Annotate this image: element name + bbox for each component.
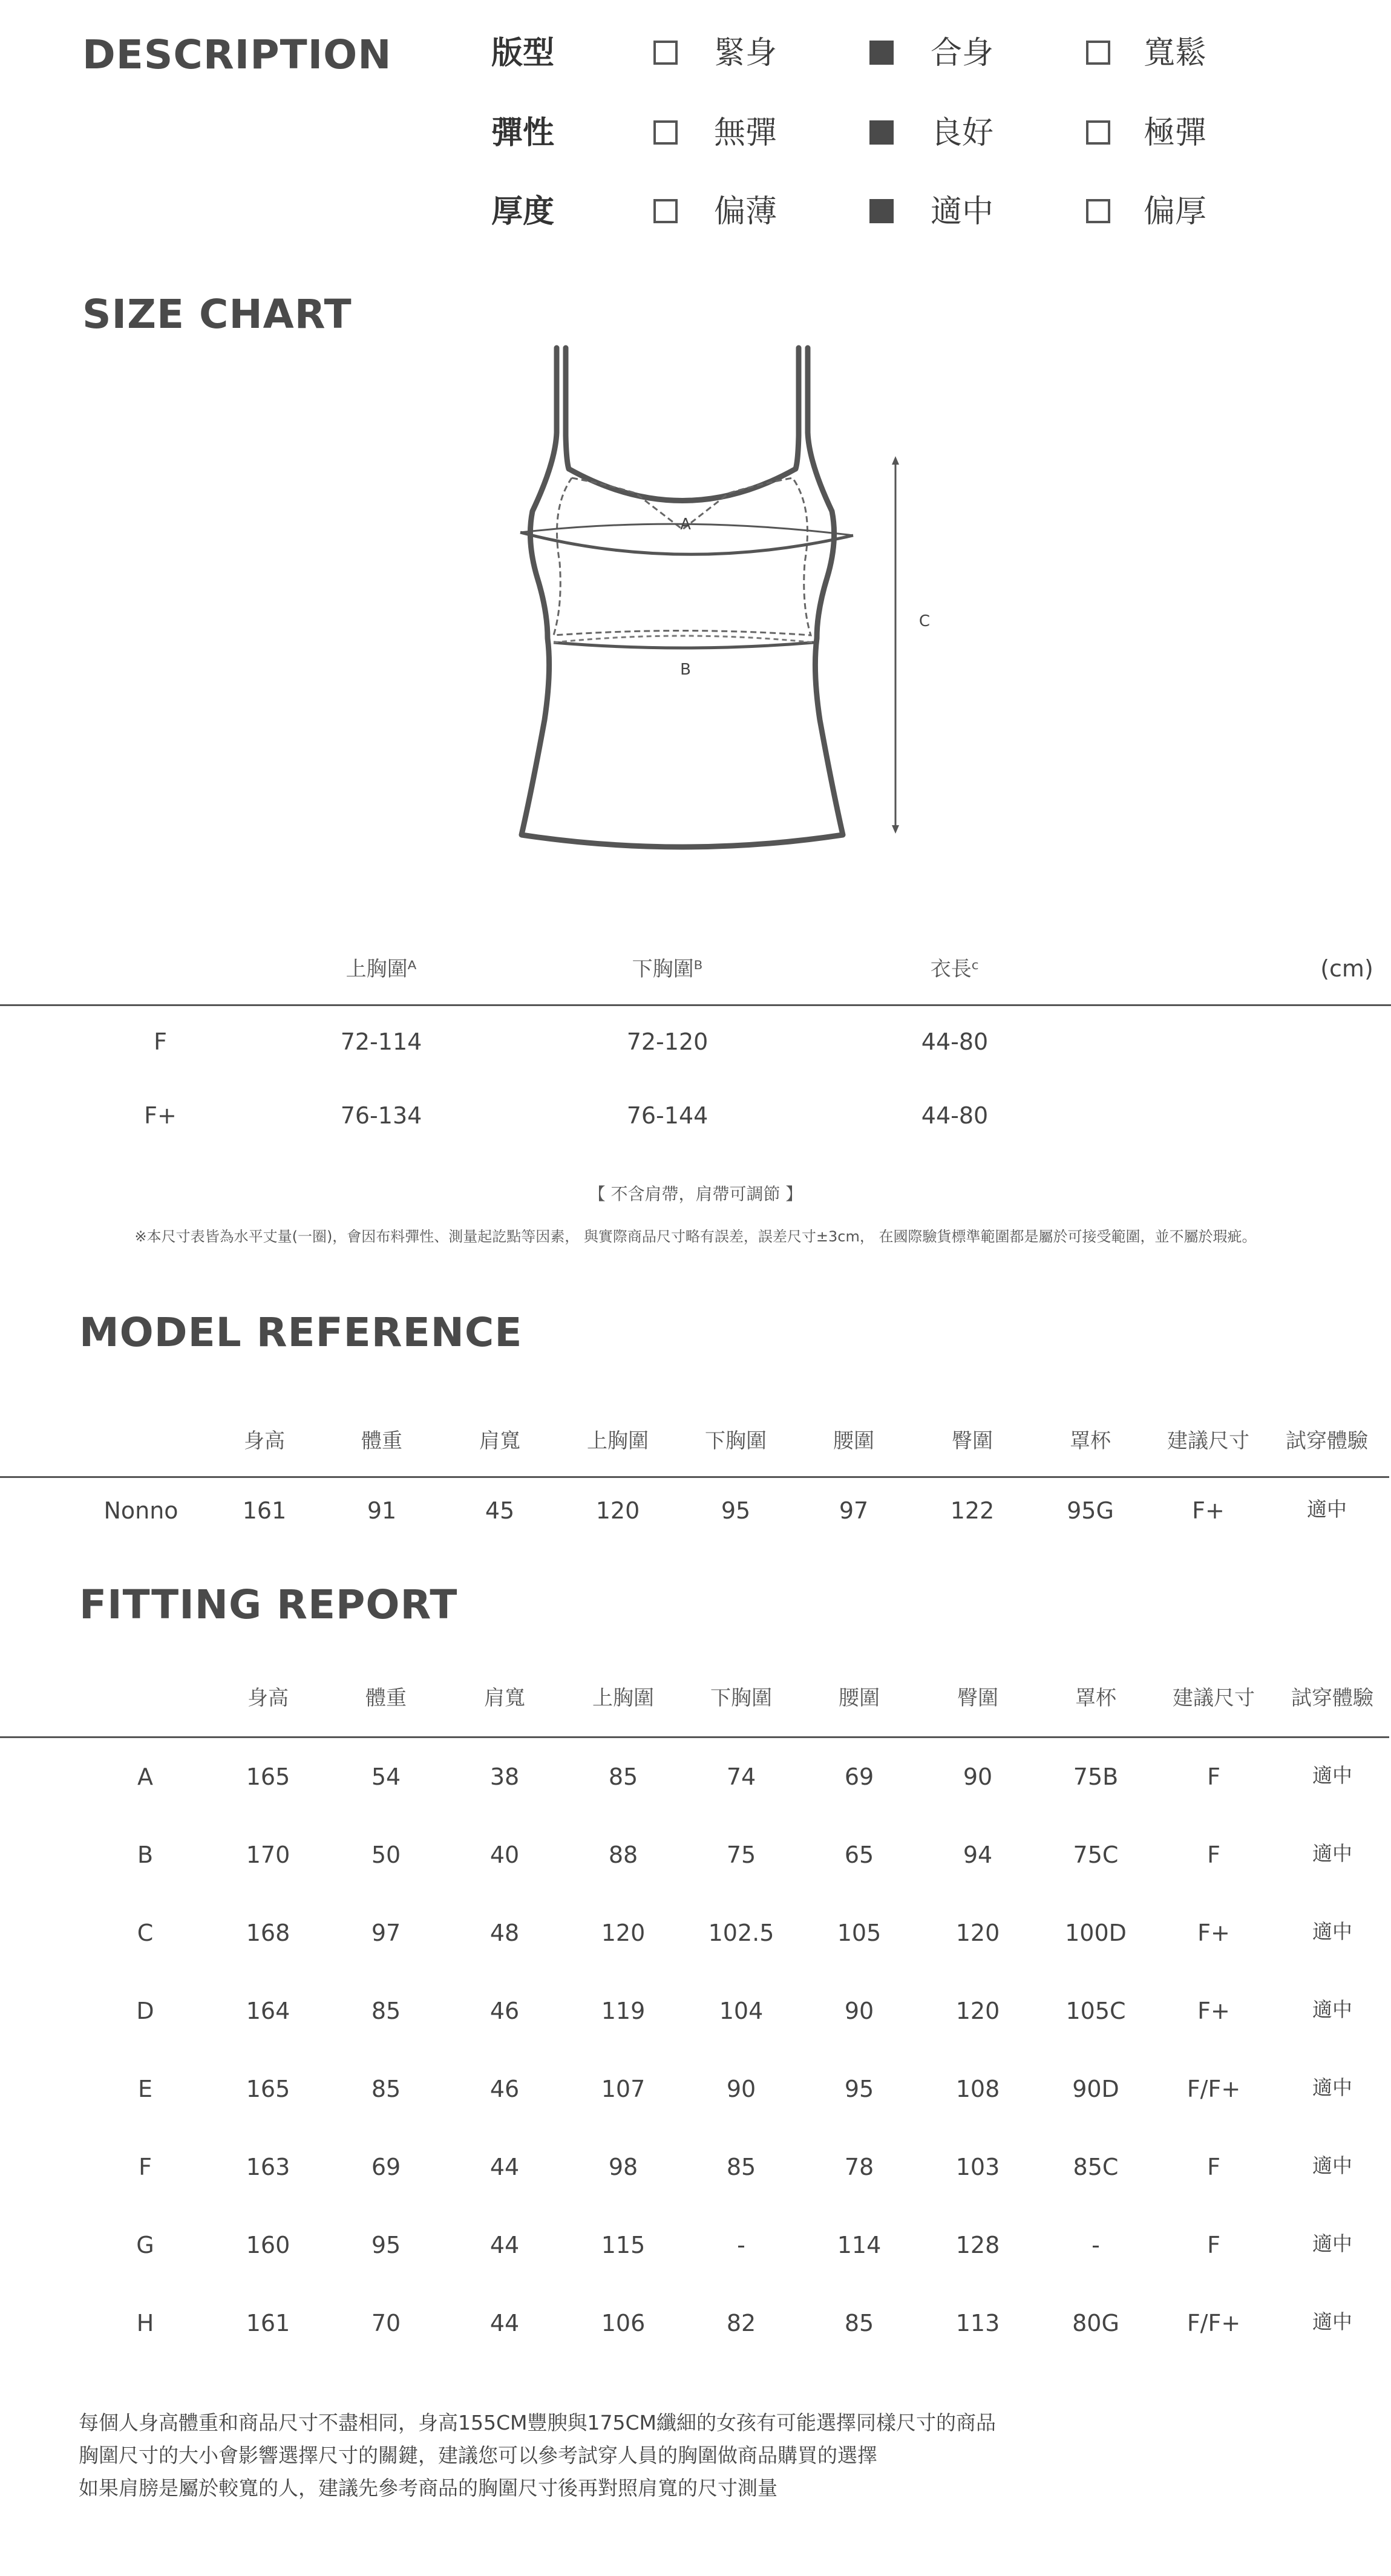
table-cell: 適中: [1312, 2232, 1352, 2255]
description-option: 良好: [931, 115, 994, 151]
table-cell: 128: [955, 2232, 1000, 2258]
right-strap-inner: [796, 348, 799, 469]
table-cell: 95: [721, 1497, 751, 1524]
table-cell: 適中: [1312, 2310, 1352, 2333]
table-cell: 94: [963, 1842, 993, 1868]
fitting-report-header: 罩杯: [1075, 1686, 1116, 1710]
fitting-report-header: 肩寬: [484, 1686, 525, 1710]
table-cell: 44: [489, 2232, 520, 2258]
fitting-report-header: 體重: [365, 1686, 407, 1710]
measure-a-line: [520, 532, 853, 554]
table-cell: 165: [246, 2076, 290, 2102]
table-cell: 113: [955, 2310, 1000, 2336]
table-cell: 95G: [1067, 1497, 1114, 1524]
table-cell: F/F+: [1186, 2310, 1241, 2336]
model-reference-title: MODEL REFERENCE: [79, 1309, 523, 1356]
bottom-note-2: 胸圍尺寸的大小會影響選擇尺寸的關鍵，建議您可以參考試穿人員的胸圍做商品購買的選擇: [79, 2444, 877, 2467]
right-strap: [808, 348, 832, 511]
table-cell: 161: [246, 2310, 290, 2336]
table-cell: 106: [601, 2310, 646, 2336]
size-label: F+: [144, 1102, 177, 1129]
size-table-cell: 72-120: [626, 1028, 709, 1055]
table-cell: 85: [608, 1764, 638, 1790]
fitting-report-header: 身高: [247, 1686, 289, 1710]
table-cell: 適中: [1312, 1842, 1352, 1865]
model-reference-header: 試穿體驗: [1286, 1429, 1368, 1453]
diagram-label-a: A: [680, 515, 691, 534]
table-cell: 85: [726, 2154, 756, 2180]
table-cell: 170: [246, 1842, 290, 1868]
table-cell: 45: [485, 1497, 515, 1524]
table-cell: 90: [844, 1998, 874, 2024]
fitting-report-header: 試穿體驗: [1291, 1686, 1373, 1710]
size-chart-title: SIZE CHART: [82, 291, 352, 338]
fitting-report-header: 腰圍: [839, 1686, 880, 1710]
table-cell: 120: [595, 1497, 640, 1524]
table-cell: 119: [601, 1998, 646, 2024]
size-table-header: 上胸圍ᴬ: [345, 957, 417, 981]
table-cell: 85: [371, 1998, 401, 2024]
table-cell: 168: [246, 1920, 290, 1946]
size-table-cell: 76-144: [626, 1102, 709, 1129]
description-option: 合身: [931, 35, 994, 71]
table-cell: 46: [489, 2076, 520, 2102]
table-cell: 108: [955, 2076, 1000, 2102]
table-cell: 104: [719, 1998, 764, 2024]
table-cell: 69: [371, 2154, 401, 2180]
table-row-name: D: [136, 1998, 154, 2024]
table-cell: 69: [844, 1764, 874, 1790]
table-cell: 38: [489, 1764, 520, 1790]
table-cell: 適中: [1307, 1497, 1347, 1521]
table-cell: 75: [726, 1842, 756, 1868]
table-cell: 160: [246, 2232, 290, 2258]
table-cell: F+: [1192, 1497, 1225, 1524]
strap-note: 【 不含肩帶，肩帶可調節 】: [588, 1184, 803, 1204]
size-table-header: 衣長ᶜ: [930, 957, 980, 981]
description-row-label: 版型: [491, 35, 555, 71]
description-option: 寬鬆: [1144, 35, 1207, 71]
table-cell: 70: [371, 2310, 401, 2336]
size-table-cell: 76-134: [340, 1102, 422, 1129]
table-cell: 74: [726, 1764, 756, 1790]
table-cell: 115: [601, 2232, 646, 2258]
table-cell: F: [1207, 2154, 1220, 2180]
fitting-report-header: 上胸圍: [592, 1686, 654, 1710]
description-title: DESCRIPTION: [82, 31, 392, 78]
table-row-name: E: [137, 2076, 153, 2102]
model-reference-header: 臀圍: [952, 1429, 993, 1453]
unit-label: (cm): [1320, 955, 1373, 982]
table-cell: -: [737, 2232, 745, 2258]
size-table-cell: 44-80: [921, 1102, 989, 1129]
table-cell: 54: [371, 1764, 401, 1790]
fitting-report-header: 建議尺寸: [1173, 1686, 1255, 1710]
table-cell: 97: [839, 1497, 869, 1524]
table-cell: 90: [726, 2076, 756, 2102]
table-cell: -: [1092, 2232, 1100, 2258]
model-reference-header: 身高: [244, 1429, 285, 1453]
table-cell: 102.5: [708, 1920, 774, 1946]
bottom-note-1: 每個人身高體重和商品尺寸不盡相同，身高155CM豐腴與175CM纖細的女孩有可能選擇同樣尺寸的商品: [79, 2411, 997, 2434]
table-cell: F/F+: [1186, 2076, 1241, 2102]
model-reference-header: 建議尺寸: [1167, 1429, 1249, 1453]
table-cell: 91: [367, 1497, 397, 1524]
table-cell: 46: [489, 1998, 520, 2024]
table-cell: 適中: [1312, 2076, 1352, 2099]
table-cell: 97: [371, 1920, 401, 1946]
table-cell: 適中: [1312, 2154, 1352, 2177]
diagram-label-b: B: [680, 661, 691, 679]
description-option: 偏薄: [714, 194, 777, 230]
table-cell: 120: [955, 1920, 1000, 1946]
description-option: 適中: [931, 194, 994, 230]
diagram-label-c: C: [918, 612, 931, 630]
model-reference-header: 下胸圍: [705, 1429, 767, 1453]
measure-c-arrow-top: [892, 456, 899, 465]
table-cell: 120: [955, 1998, 1000, 2024]
table-cell: 85: [371, 2076, 401, 2102]
left-strap-inner: [566, 348, 569, 469]
table-cell: F+: [1197, 1920, 1230, 1946]
description-row-label: 彈性: [491, 115, 555, 151]
size-table-cell: 44-80: [921, 1028, 989, 1055]
table-row-name: Nonno: [103, 1497, 178, 1524]
table-cell: F: [1207, 1764, 1220, 1790]
measurement-disclaimer: ※本尺寸表皆為水平丈量(一圈)，會因布料彈性、測量起訖點等因素， 與實際商品尺寸略有誤差，誤差尺寸±3cm， 在國際驗貨標準範圍都是屬於可接受範圍，並不屬於瑕疵。: [134, 1228, 1257, 1245]
table-cell: 105C: [1065, 1998, 1126, 2024]
table-cell: 75B: [1073, 1764, 1119, 1790]
table-cell: 65: [844, 1842, 874, 1868]
table-cell: 44: [489, 2310, 520, 2336]
table-cell: 80G: [1072, 2310, 1119, 2336]
table-cell: 95: [371, 2232, 401, 2258]
measure-b-line: [554, 642, 814, 648]
table-cell: 75C: [1073, 1842, 1119, 1868]
table-cell: 88: [608, 1842, 638, 1868]
description-option: 無彈: [714, 115, 777, 151]
size-table-header: 下胸圍ᴮ: [632, 957, 703, 981]
table-cell: 50: [371, 1842, 401, 1868]
table-cell: 161: [242, 1497, 287, 1524]
table-cell: 40: [489, 1842, 520, 1868]
table-cell: 85C: [1073, 2154, 1119, 2180]
table-row-name: B: [137, 1842, 154, 1868]
table-cell: F: [1207, 1842, 1220, 1868]
table-cell: 82: [726, 2310, 756, 2336]
table-cell: 107: [601, 2076, 646, 2102]
size-table-cell: 72-114: [340, 1028, 422, 1055]
table-cell: 90D: [1072, 2076, 1119, 2102]
table-cell: F+: [1197, 1998, 1230, 2024]
size-label: F: [154, 1028, 167, 1055]
table-cell: 適中: [1312, 1764, 1352, 1787]
fitting-report-divider: [0, 1736, 1389, 1738]
body-outline: [522, 511, 843, 847]
table-row-name: C: [137, 1920, 154, 1946]
left-strap: [532, 348, 557, 511]
model-reference-header: 罩杯: [1070, 1429, 1111, 1453]
table-cell: 103: [955, 2154, 1000, 2180]
size-table-divider: [0, 1004, 1391, 1006]
table-cell: 90: [963, 1764, 993, 1790]
table-cell: F: [1207, 2232, 1220, 2258]
table-cell: 164: [246, 1998, 290, 2024]
camisole-diagram: [0, 0, 1391, 907]
table-cell: 78: [844, 2154, 874, 2180]
model-reference-header: 體重: [361, 1429, 402, 1453]
description-option: 偏厚: [1144, 194, 1207, 230]
table-cell: 105: [837, 1920, 882, 1946]
bottom-note-3: 如果肩膀是屬於較寬的人，建議先參考商品的胸圍尺寸後再對照肩寬的尺寸測量: [79, 2476, 777, 2500]
table-row-name: G: [136, 2232, 154, 2258]
measure-c-arrow-bottom: [892, 825, 899, 834]
table-cell: 122: [950, 1497, 995, 1524]
table-cell: 114: [837, 2232, 882, 2258]
model-reference-header: 上胸圍: [587, 1429, 649, 1453]
model-reference-header: 腰圍: [833, 1429, 874, 1453]
description-option: 極彈: [1144, 115, 1207, 151]
table-cell: 85: [844, 2310, 874, 2336]
table-row-name: H: [136, 2310, 154, 2336]
table-cell: 48: [489, 1920, 520, 1946]
fitting-report-header: 下胸圍: [710, 1686, 772, 1710]
table-cell: 95: [844, 2076, 874, 2102]
table-row-name: A: [137, 1764, 153, 1790]
table-cell: 120: [601, 1920, 646, 1946]
description-option: 緊身: [714, 35, 777, 71]
table-cell: 98: [608, 2154, 638, 2180]
measure-b-back: [554, 636, 814, 642]
model-reference-divider: [0, 1476, 1389, 1478]
table-cell: 163: [246, 2154, 290, 2180]
fitting-report-header: 臀圍: [957, 1686, 998, 1710]
fitting-report-title: FITTING REPORT: [79, 1581, 458, 1628]
table-cell: 適中: [1312, 1998, 1352, 2021]
model-reference-header: 肩寬: [479, 1429, 520, 1453]
table-cell: 165: [246, 1764, 290, 1790]
table-cell: 適中: [1312, 1920, 1352, 1943]
description-row-label: 厚度: [491, 194, 555, 230]
table-row-name: F: [139, 2154, 152, 2180]
table-cell: 100D: [1065, 1920, 1127, 1946]
table-cell: 44: [489, 2154, 520, 2180]
